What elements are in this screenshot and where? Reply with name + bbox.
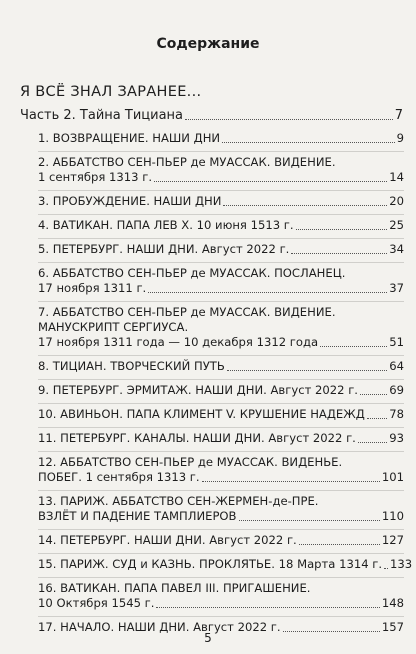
toc-page-number: 9	[396, 131, 404, 145]
toc-entry-text: 10 Октября 1545 г.	[38, 596, 155, 610]
toc-entry	[38, 359, 404, 374]
leader-dots	[320, 346, 387, 347]
toc-entry-line	[38, 383, 404, 398]
leader-dots	[156, 607, 379, 608]
divider	[38, 379, 404, 380]
toc-entry-text: 12. АББАТСТВО СЕН-ПЬЕР де МУАССАК. ВИДЕНЬЕ.	[38, 455, 343, 469]
toc-entry-line	[38, 407, 404, 422]
book-title: Я ВСЁ ЗНАЛ ЗАРАНЕЕ...	[20, 84, 202, 100]
divider	[38, 355, 404, 356]
toc-entry-line	[38, 218, 404, 233]
toc-entry-line	[38, 359, 404, 374]
toc-entry-text: 11. ПЕТЕРБУРГ. КАНАЛЫ. НАШИ ДНИ. Август 2022 г.	[38, 431, 356, 445]
leader-dots	[358, 442, 387, 443]
divider	[38, 529, 404, 530]
toc-entry-text: 15. ПАРИЖ. СУД и КАЗНЬ. ПРОКЛЯТЬЕ. 18 Марта 1314 г.	[38, 557, 383, 571]
toc-entry-text: 10. АВИНЬОН. ПАПА КЛИМЕНТ V. КРУШЕНИЕ НАДЕЖД	[38, 407, 365, 421]
page-number: 5	[204, 631, 212, 645]
divider	[38, 553, 404, 554]
toc-entry-line	[38, 596, 404, 611]
leader-dots	[360, 394, 387, 395]
toc-entry-text: 2. АББАТСТВО СЕН-ПЬЕР де МУАССАК. ВИДЕНИЕ.	[38, 155, 336, 169]
part-heading	[20, 105, 403, 123]
toc-entry-text: 7. АББАТСТВО СЕН-ПЬЕР де МУАССАК. ВИДЕНИЕ.	[38, 305, 336, 319]
divider	[38, 190, 404, 191]
toc-page-number: 51	[389, 335, 404, 349]
leader-dots	[202, 481, 380, 482]
divider	[38, 490, 404, 491]
leader-dots	[154, 181, 387, 182]
toc-entry-text: 1 сентября 1313 г.	[38, 170, 153, 184]
toc-entry	[38, 155, 404, 185]
toc-entry-line	[38, 509, 404, 524]
leader-dots	[291, 253, 387, 254]
toc-entry	[38, 407, 404, 422]
leader-dots	[239, 520, 380, 521]
toc-page-number: 64	[389, 359, 404, 373]
toc-entry-text: 3. ПРОБУЖДЕНИЕ. НАШИ ДНИ	[38, 194, 222, 208]
toc-page-number: 14	[389, 170, 404, 184]
toc-entry-line	[38, 431, 404, 446]
toc-entry-text: 4. ВАТИКАН. ПАПА ЛЕВ X. 10 июня 1513 г.	[38, 218, 294, 232]
leader-dots	[299, 544, 380, 545]
leader-dots	[367, 418, 387, 419]
toc-entry-text: 5. ПЕТЕРБУРГ. НАШИ ДНИ. Август 2022 г.	[38, 242, 290, 256]
toc-entry-text: ВЗЛЁТ И ПАДЕНИЕ ТАМПЛИЕРОВ	[38, 509, 237, 523]
divider	[38, 262, 404, 263]
divider	[38, 214, 404, 215]
toc-entry-line	[38, 335, 404, 350]
divider	[38, 451, 404, 452]
leader-dots	[227, 370, 387, 371]
toc-entry-line	[38, 281, 404, 296]
toc-entry-line	[38, 470, 404, 485]
part-label: Часть 2. Тайна Тициана	[20, 108, 184, 123]
toc-entry	[38, 266, 404, 296]
toc-entry	[38, 533, 404, 548]
toc-entry-line	[38, 194, 404, 209]
toc-entry	[38, 131, 404, 146]
toc-page-number: 127	[381, 533, 404, 547]
toc-entry-line	[38, 170, 404, 185]
toc-page-number: 133	[390, 557, 413, 571]
toc-page-number: 34	[389, 242, 404, 256]
toc-page-number: 110	[381, 509, 404, 523]
divider	[38, 616, 404, 617]
toc-entry-line	[38, 533, 404, 548]
toc-entry	[38, 383, 404, 398]
toc-page-number: 25	[389, 218, 404, 232]
toc-page-number: 20	[389, 194, 404, 208]
toc-entry-text: 9. ПЕТЕРБУРГ. ЭРМИТАЖ. НАШИ ДНИ. Август 2022 г.	[38, 383, 358, 397]
toc-entry	[38, 581, 404, 611]
toc-entry-text: 13. ПАРИЖ. АББАТСТВО СЕН-ЖЕРМЕН-де-ПРЕ.	[38, 494, 319, 508]
toc-entry	[38, 194, 404, 209]
toc-entry-text: 17 ноября 1311 года — 10 декабря 1312 года	[38, 335, 319, 349]
toc-entry-line	[38, 242, 404, 257]
divider	[38, 403, 404, 404]
toc-page-number: 157	[381, 620, 404, 634]
toc-page-number: 93	[389, 431, 404, 445]
toc-page-number: 69	[389, 383, 404, 397]
toc-page-number: 148	[381, 596, 404, 610]
leader-dots	[185, 119, 393, 120]
leader-dots	[384, 568, 388, 569]
toc-entry	[38, 218, 404, 233]
toc-entry-text: 14. ПЕТЕРБУРГ. НАШИ ДНИ. Август 2022 г.	[38, 533, 297, 547]
toc-page-number: 37	[389, 281, 404, 295]
toc-page-number: 78	[389, 407, 404, 421]
toc-entry-line	[38, 557, 413, 572]
part-page-number: 7	[394, 108, 403, 123]
toc-entry	[38, 305, 404, 350]
toc-entry	[38, 455, 404, 485]
toc-entry-text: 16. ВАТИКАН. ПАПА ПАВЕЛ III. ПРИГАШЕНИЕ.	[38, 581, 311, 595]
divider	[38, 577, 404, 578]
toc-page-number: 101	[381, 470, 404, 484]
leader-dots	[148, 292, 387, 293]
toc-entry-text: 6. АББАТСТВО СЕН-ПЬЕР де МУАССАК. ПОСЛАНЕЦ.	[38, 266, 346, 280]
divider	[38, 427, 404, 428]
leader-dots	[222, 142, 395, 143]
leader-dots	[223, 205, 387, 206]
toc-entry-line	[38, 131, 404, 146]
divider	[38, 238, 404, 239]
toc-entry	[38, 494, 404, 524]
divider	[38, 151, 404, 152]
toc-entry-text: 8. ТИЦИАН. ТВОРЧЕСКИЙ ПУТЬ	[38, 359, 225, 373]
toc-entry-text: ПОБЕГ. 1 сентября 1313 г.	[38, 470, 200, 484]
toc-entry	[38, 242, 404, 257]
toc-entry-text: МАНУСКРИПТ СЕРГИУСА.	[38, 320, 189, 334]
divider	[38, 301, 404, 302]
toc-entry-text: 17 ноября 1311 г.	[38, 281, 147, 295]
toc-entry	[38, 431, 404, 446]
page-title: Содержание	[156, 36, 260, 52]
toc-entry	[38, 557, 413, 572]
leader-dots	[296, 229, 388, 230]
toc-entry-text: 17. НАЧАЛО. НАШИ ДНИ. Август 2022 г.	[38, 620, 281, 634]
toc-entry-text: 1. ВОЗВРАЩЕНИЕ. НАШИ ДНИ	[38, 131, 221, 145]
